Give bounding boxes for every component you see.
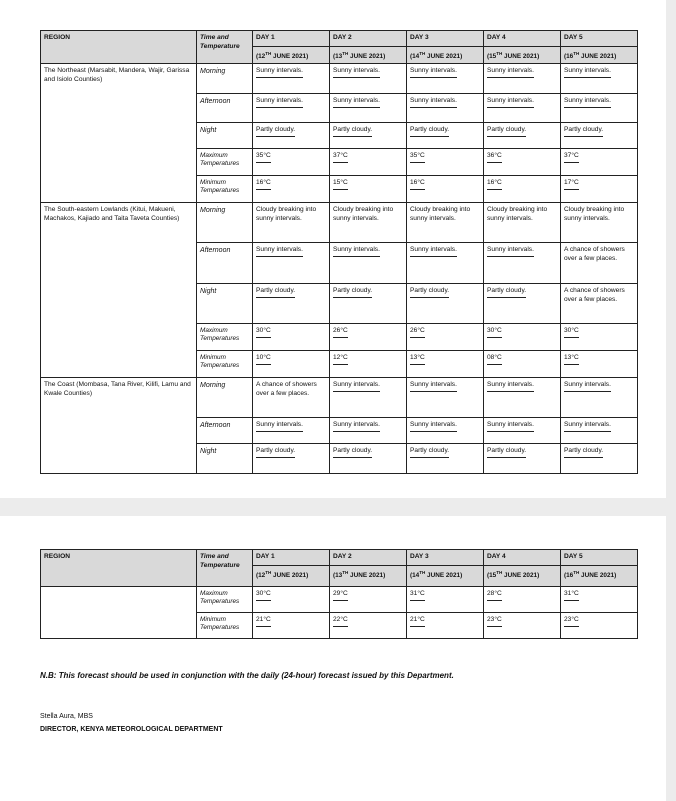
table-row [41, 587, 638, 613]
period-label: Morning [197, 378, 253, 418]
forecast-cell: Partly cloudy. [407, 444, 484, 474]
day-label: DAY 4 [487, 553, 506, 560]
header-day-5 [561, 31, 638, 64]
header-region: REGION [41, 550, 197, 587]
forecast-cell: 23°C [561, 613, 638, 639]
day-label: DAY 1 [256, 34, 275, 41]
forecast-cell: Sunny intervals. [253, 64, 330, 94]
table-row [41, 64, 638, 94]
period-label: Night [197, 123, 253, 149]
day-date: (12TH JUNE 2021) [253, 46, 329, 62]
forecast-cell: Sunny intervals. [407, 418, 484, 444]
header-day-3 [407, 31, 484, 64]
header-day-1 [253, 550, 330, 587]
day-date: (13TH JUNE 2021) [330, 46, 406, 62]
region-coast: The Coast (Mombasa, Tana River, Kilifi, Lamu and Kwale Counties) [41, 378, 197, 474]
signatory-title: DIRECTOR, KENYA METEOROLOGICAL DEPARTMENT [40, 726, 223, 733]
header-day-5 [561, 550, 638, 587]
header-day-4 [484, 31, 561, 64]
period-label: Afternoon [197, 418, 253, 444]
forecast-cell: Sunny intervals. [253, 243, 330, 284]
period-label: Minimum Temperatures [197, 176, 253, 203]
forecast-cell: Sunny intervals. [330, 243, 407, 284]
forecast-cell: Sunny intervals. [253, 94, 330, 123]
period-label: Maximum Temperatures [197, 149, 253, 176]
forecast-cell: Sunny intervals. [484, 94, 561, 123]
signatory-name: Stella Aura, MBS [40, 713, 93, 720]
day-date: (14TH JUNE 2021) [407, 565, 483, 581]
forecast-cell: 30°C [253, 324, 330, 351]
forecast-cell: Sunny intervals. [561, 94, 638, 123]
table-row [41, 203, 638, 243]
forecast-cell: Partly cloudy. [253, 284, 330, 324]
day-label: DAY 3 [410, 553, 429, 560]
forecast-cell: 22°C [330, 613, 407, 639]
day-date: (16TH JUNE 2021) [561, 565, 637, 581]
forecast-cell: 30°C [561, 324, 638, 351]
forecast-cell: 30°C [484, 324, 561, 351]
forecast-cell: 16°C [407, 176, 484, 203]
forecast-cell: A chance of showers over a few places. [253, 378, 330, 418]
forecast-cell: Sunny intervals. [407, 64, 484, 94]
day-date: (12TH JUNE 2021) [253, 565, 329, 581]
forecast-cell: 37°C [330, 149, 407, 176]
forecast-cell: Cloudy breaking into sunny intervals. [484, 203, 561, 243]
forecast-cell: Cloudy breaking into sunny intervals. [253, 203, 330, 243]
forecast-cell: A chance of showers over a few places. [561, 243, 638, 284]
day-label: DAY 3 [410, 34, 429, 41]
forecast-table-2 [40, 549, 638, 639]
scrollbar-track[interactable] [666, 0, 676, 801]
forecast-cell: 16°C [253, 176, 330, 203]
forecast-cell: 13°C [561, 351, 638, 378]
day-label: DAY 5 [564, 553, 583, 560]
forecast-cell: Sunny intervals. [253, 418, 330, 444]
forecast-cell: Sunny intervals. [330, 64, 407, 94]
forecast-cell: 35°C [253, 149, 330, 176]
forecast-cell: Partly cloudy. [484, 444, 561, 474]
forecast-table-1 [40, 30, 638, 474]
day-date: (16TH JUNE 2021) [561, 46, 637, 62]
forecast-cell: 10°C [253, 351, 330, 378]
header-region: REGION [41, 31, 197, 64]
forecast-cell: A chance of showers over a few places. [561, 284, 638, 324]
forecast-cell: Partly cloudy. [484, 123, 561, 149]
forecast-cell: 21°C [253, 613, 330, 639]
forecast-cell: Partly cloudy. [253, 444, 330, 474]
forecast-note: N.B: This forecast should be used in conjunction with the daily (24-hour) forecast issued by this Department. [40, 671, 454, 680]
forecast-cell: Sunny intervals. [561, 378, 638, 418]
period-label: Minimum Temperatures [197, 613, 253, 639]
table-row [41, 378, 638, 418]
forecast-cell: 15°C [330, 176, 407, 203]
forecast-cell: 16°C [484, 176, 561, 203]
forecast-cell: Sunny intervals. [484, 378, 561, 418]
forecast-cell: Sunny intervals. [330, 418, 407, 444]
forecast-cell: Sunny intervals. [407, 243, 484, 284]
day-label: DAY 2 [333, 34, 352, 41]
forecast-cell: Sunny intervals. [561, 64, 638, 94]
forecast-cell: Partly cloudy. [484, 284, 561, 324]
forecast-cell: 29°C [330, 587, 407, 613]
header-time-and-temperature: Time and Temperature [197, 550, 253, 587]
forecast-cell: 23°C [484, 613, 561, 639]
day-date: (15TH JUNE 2021) [484, 565, 560, 581]
forecast-cell: Sunny intervals. [407, 94, 484, 123]
forecast-cell: 37°C [561, 149, 638, 176]
forecast-cell: 36°C [484, 149, 561, 176]
period-label: Minimum Temperatures [197, 351, 253, 378]
day-label: DAY 2 [333, 553, 352, 560]
forecast-cell: 30°C [253, 587, 330, 613]
forecast-cell: 26°C [407, 324, 484, 351]
header-day-4 [484, 550, 561, 587]
period-label: Maximum Temperatures [197, 587, 253, 613]
region-northeast: The Northeast (Marsabit, Mandera, Wajir, Garissa and Isiolo Counties) [41, 64, 197, 203]
forecast-cell: Sunny intervals. [330, 94, 407, 123]
table-header-row [41, 550, 638, 587]
period-label: Maximum Temperatures [197, 324, 253, 351]
forecast-cell: Sunny intervals. [330, 378, 407, 418]
header-day-3 [407, 550, 484, 587]
day-label: DAY 4 [487, 34, 506, 41]
forecast-cell: Partly cloudy. [330, 284, 407, 324]
forecast-cell: Partly cloudy. [253, 123, 330, 149]
forecast-cell: Sunny intervals. [484, 64, 561, 94]
period-label: Morning [197, 203, 253, 243]
day-date: (13TH JUNE 2021) [330, 565, 406, 581]
forecast-cell: 21°C [407, 613, 484, 639]
period-label: Night [197, 444, 253, 474]
day-date: (14TH JUNE 2021) [407, 46, 483, 62]
header-day-2 [330, 31, 407, 64]
forecast-cell: Partly cloudy. [407, 284, 484, 324]
forecast-cell: Sunny intervals. [561, 418, 638, 444]
forecast-cell: Sunny intervals. [407, 378, 484, 418]
forecast-cell: 12°C [330, 351, 407, 378]
forecast-cell: Cloudy breaking into sunny intervals. [561, 203, 638, 243]
forecast-cell: Partly cloudy. [407, 123, 484, 149]
period-label: Morning [197, 64, 253, 94]
forecast-cell: Partly cloudy. [561, 444, 638, 474]
day-label: DAY 5 [564, 34, 583, 41]
period-label: Afternoon [197, 94, 253, 123]
forecast-cell: 08°C [484, 351, 561, 378]
header-day-1 [253, 31, 330, 64]
forecast-cell: 13°C [407, 351, 484, 378]
forecast-cell: Partly cloudy. [330, 123, 407, 149]
forecast-cell: Partly cloudy. [561, 123, 638, 149]
forecast-cell: 35°C [407, 149, 484, 176]
region-south-eastern-lowlands: The South-eastern Lowlands (Kitui, Makueni, Machakos, Kajiado and Taita Taveta Counties) [41, 203, 197, 378]
period-label: Night [197, 284, 253, 324]
header-time-and-temperature: Time and Temperature [197, 31, 253, 64]
forecast-cell: Sunny intervals. [484, 418, 561, 444]
region-empty [41, 587, 197, 639]
forecast-cell: 26°C [330, 324, 407, 351]
forecast-cell: 31°C [407, 587, 484, 613]
day-label: DAY 1 [256, 553, 275, 560]
period-label: Afternoon [197, 243, 253, 284]
table-header-row [41, 31, 638, 64]
day-date: (15TH JUNE 2021) [484, 46, 560, 62]
forecast-cell: Sunny intervals. [484, 243, 561, 284]
forecast-cell: Cloudy breaking into sunny intervals. [407, 203, 484, 243]
forecast-cell: Partly cloudy. [330, 444, 407, 474]
forecast-cell: Cloudy breaking into sunny intervals. [330, 203, 407, 243]
forecast-cell: 28°C [484, 587, 561, 613]
forecast-cell: 31°C [561, 587, 638, 613]
header-day-2 [330, 550, 407, 587]
page-gap [0, 498, 676, 516]
forecast-cell: 17°C [561, 176, 638, 203]
